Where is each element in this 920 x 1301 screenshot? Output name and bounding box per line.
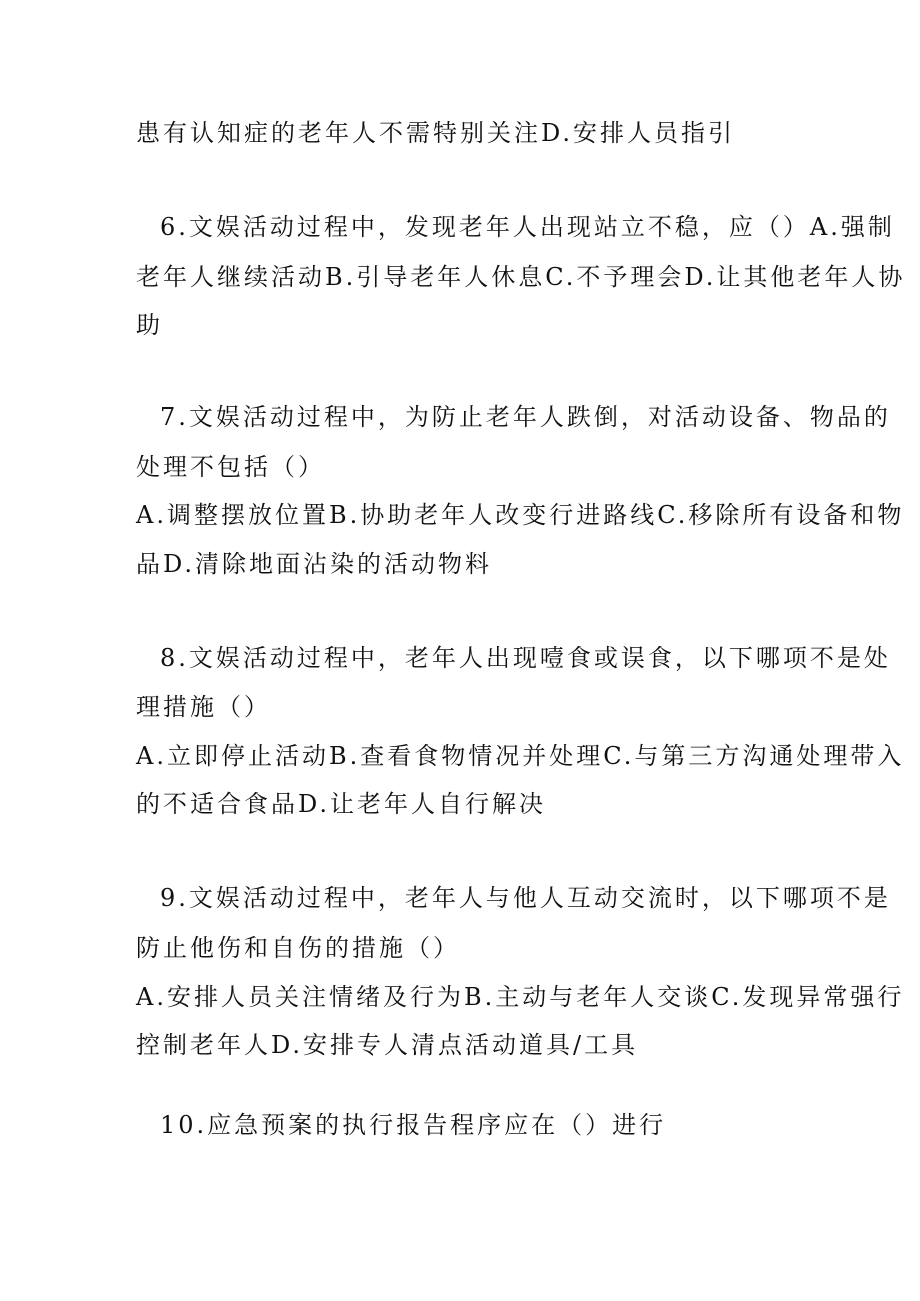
question-9-line-3: A.安排人员关注情绪及行为B.主动与老年人交谈C.发现异常强行 [136,983,905,1011]
question-7-line-3: A.调整摆放位置B.协助老年人改变行进路线C.移除所有设备和物 [136,501,905,529]
question-6-line-1: 6.文娱活动过程中，发现老年人出现站立不稳，应（）A.强制 [160,213,895,241]
question-7-line-2: 处理不包括（） [136,453,325,481]
question-7-line-1: 7.文娱活动过程中，为防止老年人跌倒，对活动设备、物品的 [160,403,891,431]
question-6-line-2: 老年人继续活动B.引导老年人休息C.不予理会D.让其他老年人协 [136,263,906,291]
question-9-line-2: 防止他伤和自伤的措施（） [136,934,460,962]
question-8-line-2: 理措施（） [136,693,271,721]
question-5-fragment: 患有认知症的老年人不需特别关注D.安排人员指引 [136,119,736,147]
question-9-line-4: 控制老年人D.安排专人清点活动道具/工具 [136,1031,639,1059]
question-8-line-3: A.立即停止活动B.查看食物情况并处理C.与第三方沟通处理带入 [136,742,905,770]
question-8-line-4: 的不适合食品D.让老年人自行解决 [136,790,547,818]
question-9-line-1: 9.文娱活动过程中，老年人与他人互动交流时，以下哪项不是 [160,884,891,912]
question-7-line-4: 品D.清除地面沾染的活动物料 [136,550,493,578]
question-8-line-1: 8.文娱活动过程中，老年人出现噎食或误食，以下哪项不是处 [160,644,891,672]
question-6-line-3: 助 [136,311,163,339]
question-10-line-1: 10.应急预案的执行报告程序应在（）进行 [160,1111,667,1139]
